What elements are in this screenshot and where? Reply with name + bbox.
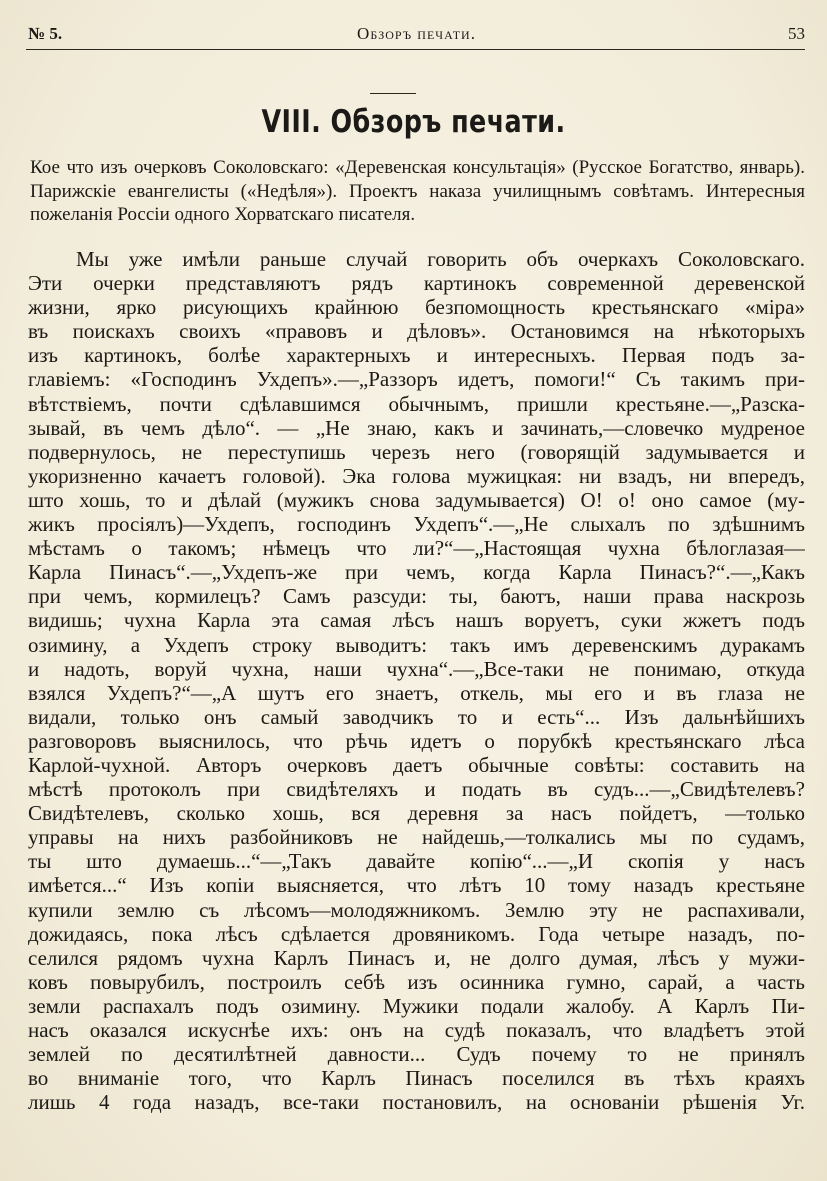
body-line: лишь 4 года назадъ, все-таки постановилъ, на основаніи рѣшенія Уг. (28, 1090, 805, 1115)
header-rule (26, 49, 805, 50)
body-line: имѣется...“ Изъ копіи выясняется, что лѣтъ 10 тому назадъ крестьяне (28, 873, 805, 898)
body-line: мѣстѣ протоколъ при свидѣтеляхъ и подать въ судъ...—„Свидѣтелевъ? (28, 777, 805, 802)
title-rule (370, 93, 416, 94)
body-line: ковъ повырубилъ, построилъ себѣ изъ осинника гумно, сарай, а часть (28, 969, 805, 994)
body-line: взялся Ухдепъ?“—„А шутъ его знаетъ, откель, мы его и въ глаза не (28, 680, 805, 705)
article-body (28, 247, 805, 1114)
issue-number: № 5. (28, 24, 63, 43)
body-line: насъ оказался искуснѣе ихъ: онъ на судѣ показалъ, что владѣетъ этой (28, 1018, 805, 1042)
body-line: дожидаясь, пока лѣсъ сдѣлается дровяникомъ. Года четыре назадъ, по- (28, 921, 805, 946)
body-line: Карла Пинасъ“.—„Ухдепъ-же при чемъ, когда Карла Пинасъ?“.—„Какъ (28, 560, 805, 585)
body-line: што хошь, то и дѣлай (мужикъ снова задумывается) О! о! оно самое (му- (28, 487, 805, 512)
body-line: и надоть, воруй чухна, наши чухна“.—„Все-таки не понимаю, откуда (28, 656, 805, 681)
body-line: мѣстамъ о такомъ; нѣмецъ что ли?“—„Настоящая чухна бѣлоглазая— (28, 536, 805, 561)
body-line: при чемъ, кормилецъ? Самъ разсуди: ты, баютъ, наши права наскрозь (28, 584, 805, 609)
body-line: ты што думаешь...“—„Такъ давайте копію“...—„И скопія у насъ (28, 849, 805, 874)
page-header (28, 24, 805, 46)
body-line: земли распахалъ подъ озимину. Мужики подали жалобу. А Карлъ Пи- (28, 993, 805, 1018)
page-number: 53 (788, 24, 805, 43)
body-line: Карлой-чухной. Авторъ очерковъ даетъ обычные совѣты: составить на (28, 752, 805, 777)
body-line: видали, только онъ самый заводчикъ то и есть“... Изъ дальнѣйшихъ (28, 704, 805, 729)
body-line: разговоровъ выяснилось, что рѣчь идетъ о порубкѣ крестьянскаго лѣса (28, 728, 805, 753)
summary-text: Кое что изъ очерковъ Соколовскаго: «Деревенская консультація» (Русское Богатство, январь). Парижскіе евангелисты («Недѣля»). Проектъ наказа училищнымъ совѣтамъ. Интересныя пожеланія Россіи одного Хорватскаго писателя. (30, 157, 805, 225)
body-line: въ поискахъ своихъ «правовъ и дѣловъ». Остановимся на нѣкоторыхъ (28, 319, 805, 344)
body-line: Свидѣтелевъ, сколько хошь, вся деревня за насъ пойдетъ, —только (28, 801, 805, 826)
body-line: Эти очерки представляютъ рядъ картинокъ современной деревенской (28, 271, 805, 296)
body-line: вѣтствіемъ, почти сдѣлавшимся обычнымъ, пришли крестьяне.—„Разска- (28, 391, 805, 416)
body-line: купили землю съ лѣсомъ—молодяжникомъ. Землю эту не распахивали, (28, 897, 805, 922)
body-line: селился рядомъ чухна Карлъ Пинасъ и, не долго думая, лѣсъ у мужи- (28, 945, 805, 970)
running-title: Обзоръ печати. (357, 24, 476, 43)
body-line: Мы уже имѣли раньше случай говорить объ очеркахъ Соколовскаго. (76, 247, 805, 271)
body-line: изъ картинокъ, болѣе характерныхъ и интересныхъ. Первая подъ за- (28, 343, 805, 368)
body-line: управы на нихъ разбойниковъ не найдешь,—толкались мы по судамъ, (28, 825, 805, 850)
body-line: укоризненно качаетъ головой). Эка голова мужицкая: ни взадъ, ни впередъ, (28, 463, 805, 488)
body-line: жикъ просіялъ)—Ухдепъ, господинъ Ухдепъ“.—„Не слыхалъ по здѣшнимъ (28, 512, 805, 537)
chapter-title: VIII. Обзоръ печати. (261, 104, 566, 140)
chapter-summary (30, 156, 805, 227)
body-line: землей по десятилѣтней давности... Судъ почему то не принялъ (28, 1042, 805, 1067)
body-line: видишь; чухна Карла эта самая лѣсъ нашъ воруетъ, суки жжетъ подъ (28, 608, 805, 633)
body-line: жизни, ярко рисующихъ крайнюю безпомощность крестьянскаго «міра» (28, 295, 805, 320)
body-line: озимину, а Ухдепъ строку выводитъ: такъ имъ деревенскимъ дуракамъ (28, 632, 805, 657)
body-line: главіемъ: «Господинъ Ухдепъ».—„Раззоръ идетъ, помоги!“ Съ такимъ при- (28, 367, 805, 392)
body-line: подвернулось, не переступишь черезъ него (говорящій задумывается и (28, 439, 805, 464)
body-line: зывай, въ чемъ дѣло“. — „Не знаю, какъ и зачинать,—словечко мудреное (28, 415, 805, 440)
body-line: во вниманіе того, что Карлъ Пинасъ поселился въ тѣхъ краяхъ (28, 1066, 805, 1091)
